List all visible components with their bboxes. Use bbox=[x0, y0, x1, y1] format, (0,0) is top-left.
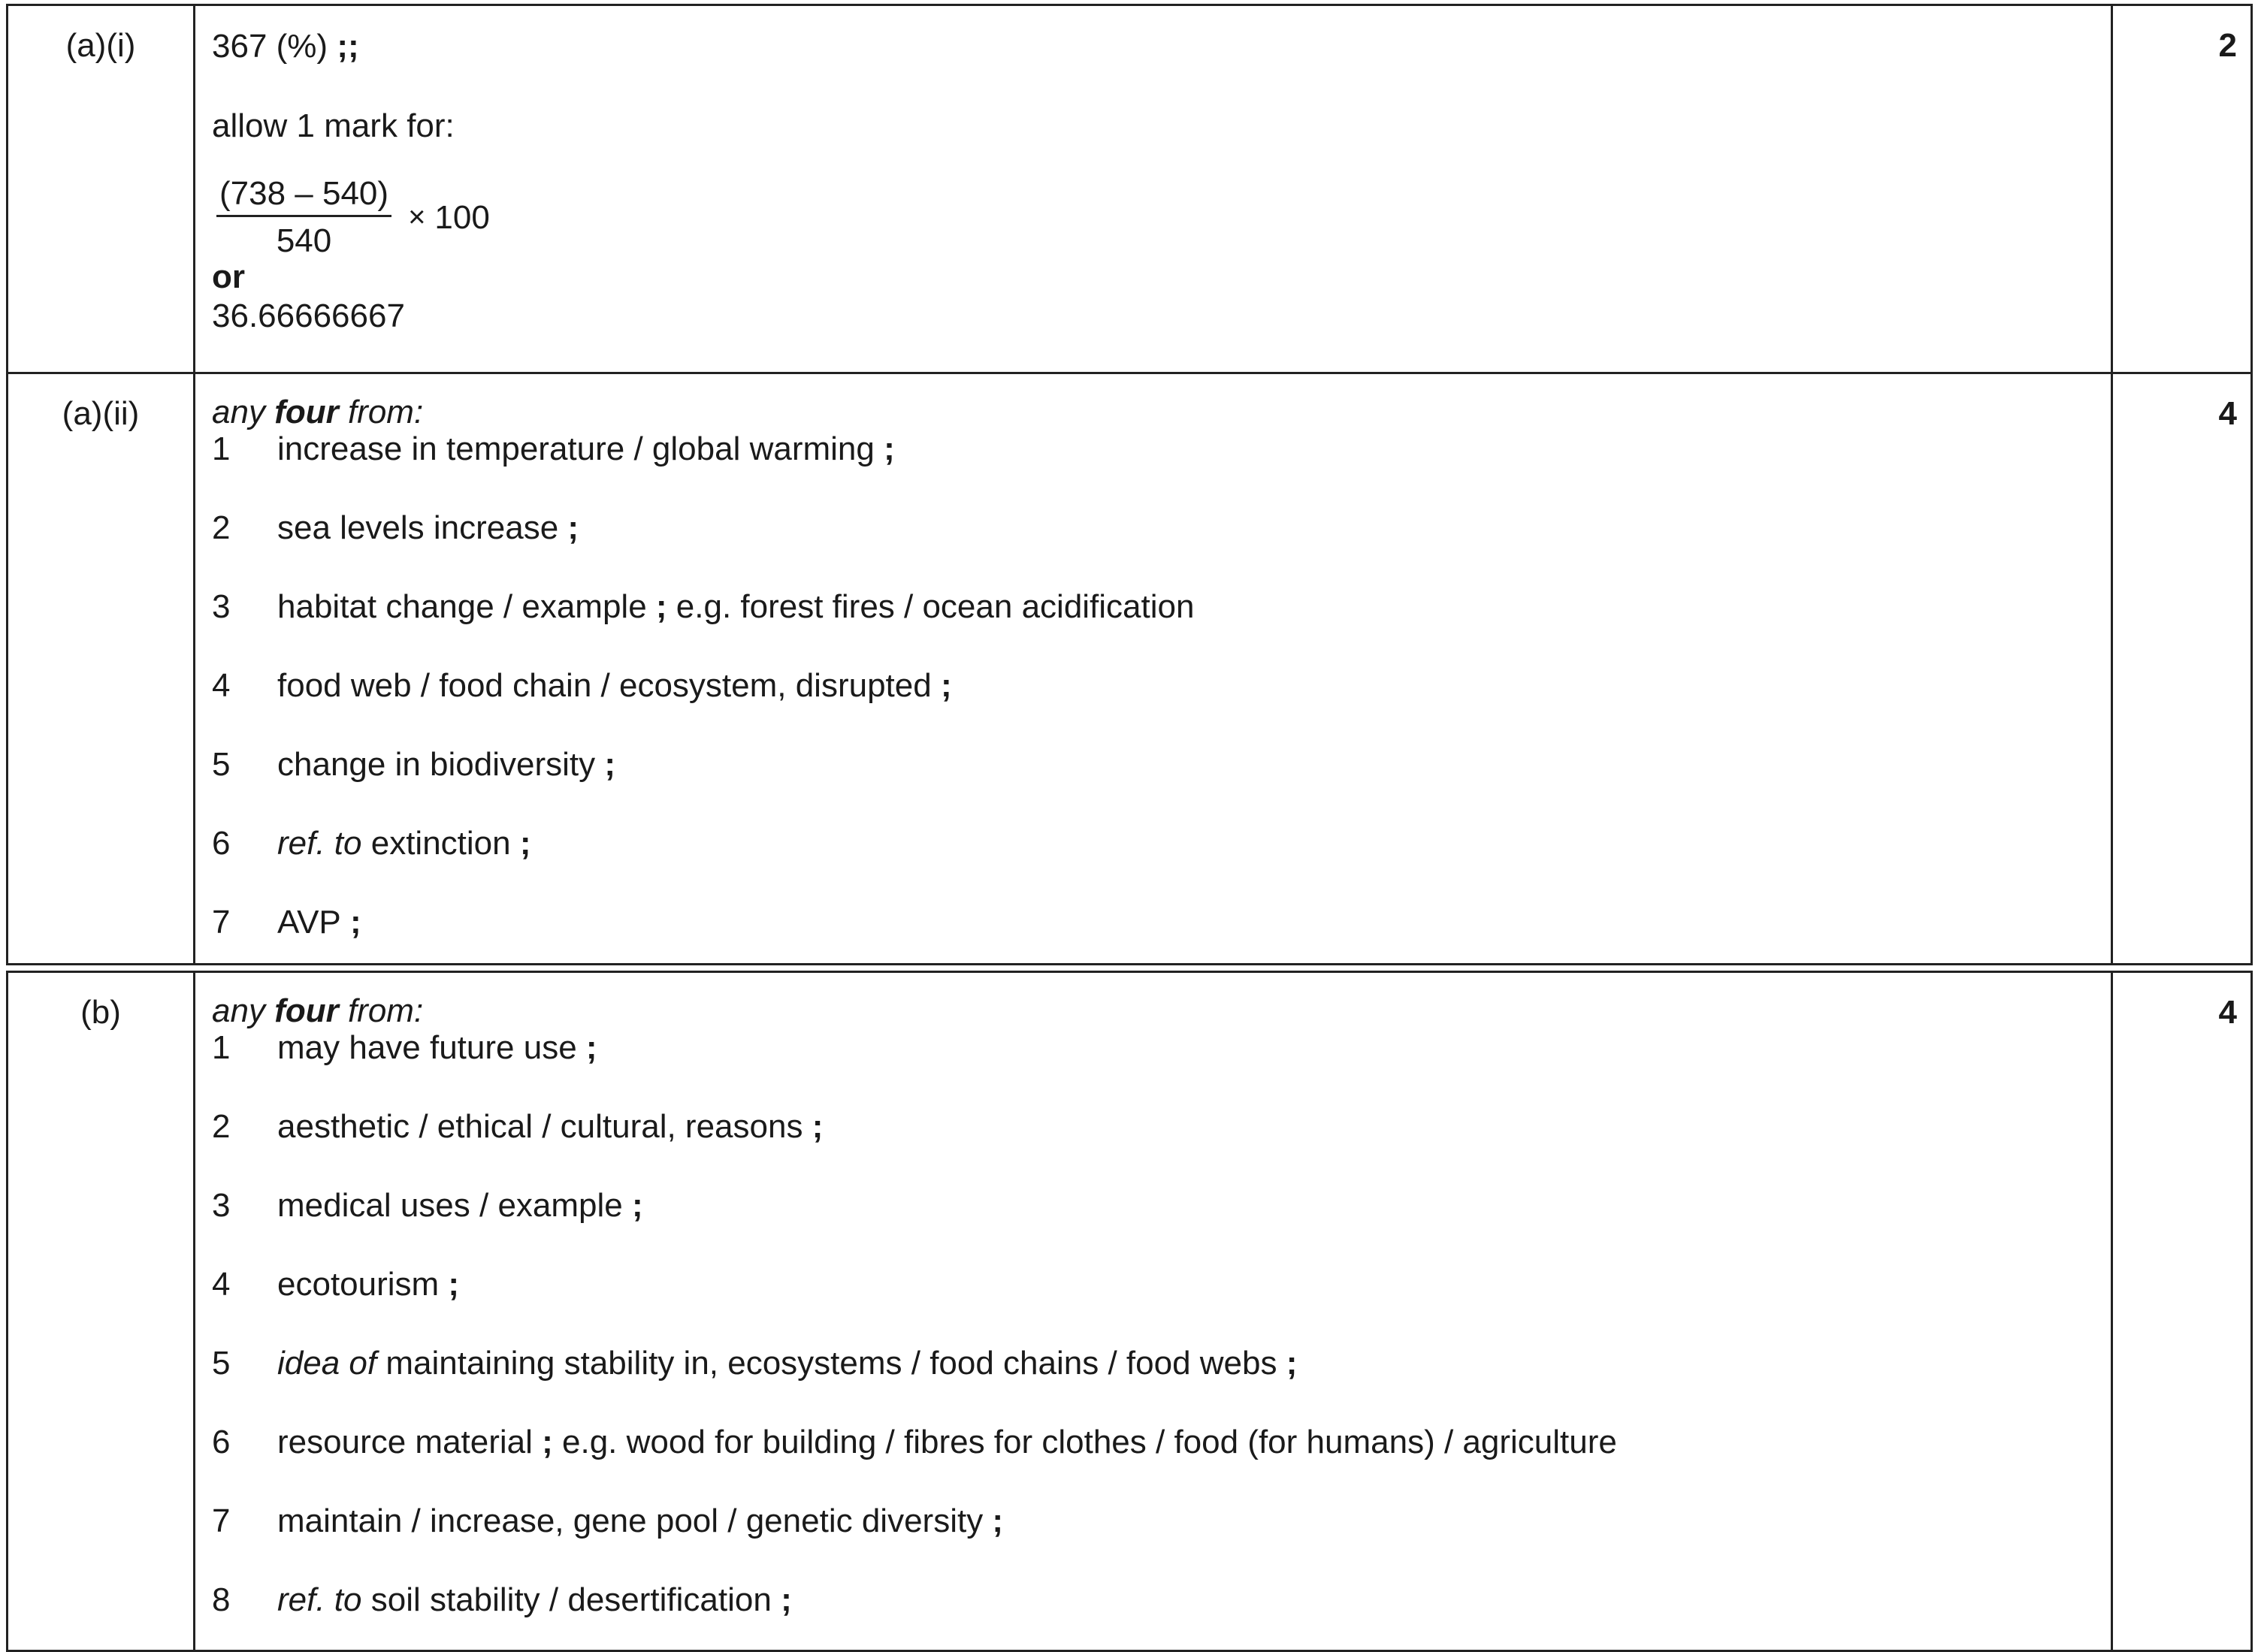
marking-point bbox=[212, 587, 2103, 627]
working-expression bbox=[212, 177, 2103, 258]
marking-point bbox=[212, 1581, 2103, 1620]
marking-point bbox=[212, 1423, 2103, 1462]
question-label-cell bbox=[8, 972, 195, 1651]
mark-semicolon: ; bbox=[931, 667, 952, 704]
instruction-from: from: bbox=[347, 394, 424, 430]
point-number: 3 bbox=[212, 1187, 231, 1224]
instruction bbox=[212, 994, 2103, 1028]
point-statement: food web / food chain / ecosystem, disrupted bbox=[277, 667, 932, 704]
point-number: 7 bbox=[212, 904, 231, 941]
instruction-any: any bbox=[212, 394, 265, 430]
point-statement: AVP bbox=[277, 904, 341, 941]
point-statement: may have future use bbox=[277, 1029, 577, 1066]
row-b bbox=[8, 972, 2252, 1651]
point-text bbox=[277, 587, 1194, 627]
marks-cell bbox=[2112, 373, 2252, 965]
point-text bbox=[277, 509, 579, 548]
marking-point bbox=[212, 1265, 2103, 1304]
point-statement: resource material bbox=[277, 1424, 533, 1460]
point-example: e.g. wood for building / fibres for clothes / food (for humans) / agriculture bbox=[562, 1424, 1617, 1460]
alternative-answer: 36.66666667 bbox=[212, 297, 405, 334]
point-number: 7 bbox=[212, 1503, 231, 1539]
instruction-from: from: bbox=[347, 992, 424, 1029]
point-statement: sea levels increase bbox=[277, 509, 559, 546]
point-number: 6 bbox=[212, 825, 231, 862]
question-label-cell bbox=[8, 373, 195, 965]
point-number: 5 bbox=[212, 746, 231, 783]
point-text bbox=[277, 1344, 1297, 1383]
marking-point bbox=[212, 1107, 2103, 1146]
instruction bbox=[212, 395, 2103, 430]
point-number: 6 bbox=[212, 1424, 231, 1460]
point-text bbox=[277, 666, 952, 705]
mark-semicolons: ;; bbox=[337, 28, 359, 65]
point-number: 5 bbox=[212, 1345, 231, 1382]
point-text bbox=[277, 903, 361, 942]
mark-semicolon: ; bbox=[558, 509, 579, 546]
times-symbol: × bbox=[408, 201, 426, 234]
fraction bbox=[216, 177, 391, 258]
row-a-ii bbox=[8, 373, 2252, 965]
point-example: e.g. forest fires / ocean acidification bbox=[676, 588, 1195, 625]
point-number: 2 bbox=[212, 1108, 231, 1145]
marks-value: 4 bbox=[2218, 994, 2237, 1031]
instruction-count: four bbox=[274, 394, 339, 430]
marking-point bbox=[212, 1344, 2103, 1383]
mark-scheme-table-a bbox=[6, 4, 2253, 965]
answer-line bbox=[212, 27, 2103, 66]
point-number: 3 bbox=[212, 588, 231, 625]
question-label: (a)(i) bbox=[65, 27, 136, 64]
mark-semicolon: ; bbox=[532, 1424, 563, 1460]
point-number: 1 bbox=[212, 1029, 231, 1066]
point-statement: soil stability / desertification bbox=[370, 1581, 772, 1618]
multiplier: 100 bbox=[434, 198, 490, 236]
mark-semicolon: ; bbox=[622, 1187, 643, 1224]
point-statement: aesthetic / ethical / cultural, reasons bbox=[277, 1108, 803, 1145]
point-number: 4 bbox=[212, 1266, 231, 1303]
mark-semicolon: ; bbox=[646, 588, 676, 625]
mark-semicolon: ; bbox=[983, 1503, 1004, 1539]
marking-point bbox=[212, 1028, 2103, 1068]
fraction-numerator: (738 – 540) bbox=[216, 177, 391, 217]
mark-scheme-table-b bbox=[6, 971, 2253, 1652]
or-text: or bbox=[212, 258, 245, 295]
point-text bbox=[277, 1265, 459, 1304]
point-statement: extinction bbox=[370, 825, 511, 862]
point-statement: change in biodiversity bbox=[277, 746, 596, 783]
point-text bbox=[277, 1581, 792, 1620]
marking-point bbox=[212, 824, 2103, 863]
mark-semicolon: ; bbox=[439, 1266, 460, 1303]
mark-semicolon: ; bbox=[340, 904, 361, 941]
point-text bbox=[277, 430, 895, 469]
point-number: 8 bbox=[212, 1581, 231, 1618]
marking-points-list bbox=[212, 1028, 2103, 1620]
allow-text: allow 1 mark for: bbox=[212, 107, 455, 144]
row-a-i bbox=[8, 5, 2252, 373]
marking-point bbox=[212, 1186, 2103, 1225]
point-text bbox=[277, 824, 531, 863]
mark-semicolon: ; bbox=[874, 430, 895, 467]
point-text bbox=[277, 1107, 823, 1146]
instruction-any: any bbox=[212, 992, 265, 1029]
point-text bbox=[277, 1502, 1003, 1541]
point-statement: medical uses / example bbox=[277, 1187, 623, 1224]
answer-cell bbox=[195, 972, 2112, 1651]
point-number: 4 bbox=[212, 667, 231, 704]
point-qualifier: ref. to bbox=[277, 825, 371, 862]
marking-point bbox=[212, 509, 2103, 548]
marking-point bbox=[212, 430, 2103, 469]
marking-point bbox=[212, 903, 2103, 942]
point-text bbox=[277, 1423, 1617, 1462]
point-number: 1 bbox=[212, 430, 231, 467]
question-label: (b) bbox=[80, 994, 121, 1031]
answer-cell bbox=[195, 5, 2112, 373]
mark-semicolon: ; bbox=[771, 1581, 792, 1618]
instruction-count: four bbox=[274, 992, 339, 1029]
mark-semicolon: ; bbox=[1277, 1345, 1298, 1382]
fraction-denominator: 540 bbox=[276, 222, 332, 259]
point-statement: maintain / increase, gene pool / genetic diversity bbox=[277, 1503, 984, 1539]
point-number: 2 bbox=[212, 509, 231, 546]
answer-cell bbox=[195, 373, 2112, 965]
marking-point bbox=[212, 745, 2103, 784]
marks-cell bbox=[2112, 5, 2252, 373]
point-text bbox=[277, 745, 615, 784]
mark-semicolon: ; bbox=[803, 1108, 824, 1145]
marks-cell bbox=[2112, 972, 2252, 1651]
marks-value: 2 bbox=[2218, 27, 2237, 64]
mark-semicolon: ; bbox=[510, 825, 531, 862]
question-label-cell bbox=[8, 5, 195, 373]
point-text bbox=[277, 1186, 643, 1225]
question-label: (a)(ii) bbox=[62, 395, 140, 432]
marking-point bbox=[212, 666, 2103, 705]
marking-point bbox=[212, 1502, 2103, 1541]
point-qualifier: ref. to bbox=[277, 1581, 371, 1618]
answer-value: 367 (%) bbox=[212, 28, 328, 65]
marking-points-list bbox=[212, 430, 2103, 942]
point-text bbox=[277, 1028, 597, 1068]
point-qualifier: idea of bbox=[277, 1345, 386, 1382]
point-statement: habitat change / example bbox=[277, 588, 647, 625]
mark-semicolon: ; bbox=[595, 746, 616, 783]
point-statement: maintaining stability in, ecosystems / food chains / food webs bbox=[385, 1345, 1277, 1382]
marks-value: 4 bbox=[2218, 395, 2237, 432]
mark-semicolon: ; bbox=[576, 1029, 597, 1066]
point-statement: increase in temperature / global warming bbox=[277, 430, 875, 467]
point-statement: ecotourism bbox=[277, 1266, 440, 1303]
